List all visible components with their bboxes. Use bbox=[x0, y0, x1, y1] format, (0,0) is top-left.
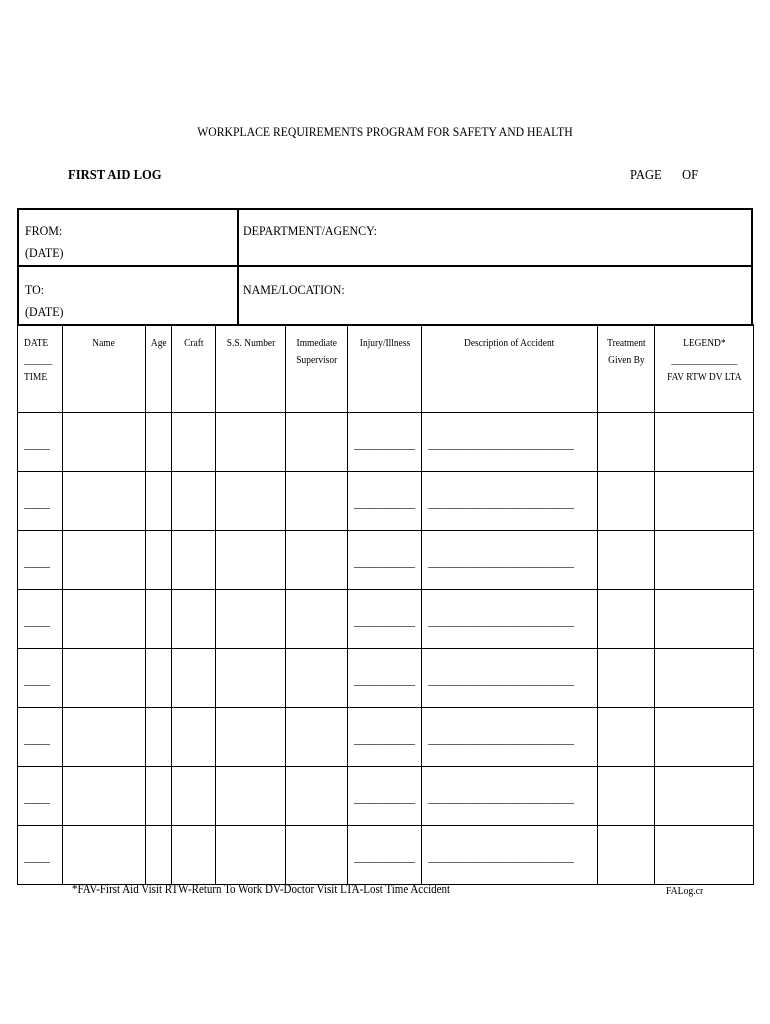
cell-treatment[interactable] bbox=[598, 413, 655, 472]
cell-legend[interactable] bbox=[655, 472, 754, 531]
cell-description[interactable] bbox=[422, 472, 598, 531]
cell-craft[interactable] bbox=[172, 413, 216, 472]
description-blank-line: _____________________________ bbox=[428, 673, 573, 687]
col-treatment: Treatment Given By bbox=[598, 325, 655, 413]
cell-name[interactable] bbox=[63, 413, 146, 472]
date-blank-line: _____ bbox=[24, 673, 49, 687]
injury-blank-line: ____________ bbox=[354, 791, 414, 805]
injury-blank-line: ____________ bbox=[354, 496, 414, 510]
description-blank-line: _____________________________ bbox=[428, 791, 573, 805]
cell-injury[interactable] bbox=[348, 531, 422, 590]
cell-ss-number[interactable] bbox=[216, 413, 286, 472]
table-row bbox=[18, 708, 754, 767]
cell-date[interactable] bbox=[18, 708, 63, 767]
cell-name[interactable] bbox=[63, 590, 146, 649]
col-injury-illness: Injury/Illness bbox=[348, 325, 422, 413]
injury-blank-line: ____________ bbox=[354, 614, 414, 628]
cell-supervisor[interactable] bbox=[286, 649, 348, 708]
legend-separator: ______________ bbox=[670, 355, 738, 366]
cell-treatment[interactable] bbox=[598, 649, 655, 708]
cell-craft[interactable] bbox=[172, 767, 216, 826]
cell-supervisor[interactable] bbox=[286, 826, 348, 885]
table-row bbox=[18, 472, 754, 531]
cell-age[interactable] bbox=[146, 531, 172, 590]
of-label: OF bbox=[682, 168, 699, 183]
to-label: TO: bbox=[25, 282, 45, 297]
col-name: Name bbox=[63, 325, 146, 413]
description-blank-line: _____________________________ bbox=[428, 732, 573, 746]
cell-age[interactable] bbox=[146, 826, 172, 885]
cell-description[interactable] bbox=[422, 767, 598, 826]
date-blank-line: _____ bbox=[24, 614, 49, 628]
cell-supervisor[interactable] bbox=[286, 590, 348, 649]
cell-injury[interactable] bbox=[348, 767, 422, 826]
col-date-time bbox=[18, 325, 63, 413]
col-immediate-supervisor: Immediate Supervisor bbox=[286, 325, 348, 413]
col-age: Age bbox=[146, 325, 172, 413]
cell-date[interactable] bbox=[18, 767, 63, 826]
cell-ss-number[interactable] bbox=[216, 472, 286, 531]
table-row bbox=[18, 649, 754, 708]
cell-date[interactable] bbox=[18, 649, 63, 708]
table-header-row bbox=[18, 325, 754, 413]
injury-blank-line: ____________ bbox=[354, 437, 414, 451]
cell-craft[interactable] bbox=[172, 649, 216, 708]
cell-legend[interactable] bbox=[655, 767, 754, 826]
cell-injury[interactable] bbox=[348, 708, 422, 767]
time-header: TIME bbox=[24, 372, 48, 383]
date-separator: ______ bbox=[24, 355, 53, 366]
cell-age[interactable] bbox=[146, 767, 172, 826]
cell-legend[interactable] bbox=[655, 590, 754, 649]
table-row bbox=[18, 590, 754, 649]
injury-blank-line: ____________ bbox=[354, 673, 414, 687]
cell-description[interactable] bbox=[422, 649, 598, 708]
cell-name[interactable] bbox=[63, 531, 146, 590]
cell-craft[interactable] bbox=[172, 472, 216, 531]
date-blank-line: _____ bbox=[24, 791, 49, 805]
cell-age[interactable] bbox=[146, 649, 172, 708]
first-aid-log-table bbox=[17, 324, 754, 885]
cell-date[interactable] bbox=[18, 531, 63, 590]
description-blank-line: _____________________________ bbox=[428, 614, 573, 628]
cell-legend[interactable] bbox=[655, 708, 754, 767]
cell-legend[interactable] bbox=[655, 649, 754, 708]
cell-age[interactable] bbox=[146, 708, 172, 767]
description-blank-line: _____________________________ bbox=[428, 850, 573, 864]
cell-age[interactable] bbox=[146, 413, 172, 472]
cell-craft[interactable] bbox=[172, 826, 216, 885]
from-box[interactable] bbox=[17, 208, 239, 267]
table-row bbox=[18, 826, 754, 885]
cell-treatment[interactable] bbox=[598, 826, 655, 885]
cell-craft[interactable] bbox=[172, 590, 216, 649]
cell-injury[interactable] bbox=[348, 590, 422, 649]
date-header: DATE bbox=[24, 338, 49, 349]
col-description: Description of Accident bbox=[422, 325, 598, 413]
from-date-label: (DATE) bbox=[25, 245, 64, 260]
legend-codes: FAV RTW DV LTA bbox=[666, 372, 742, 383]
cell-injury[interactable] bbox=[348, 649, 422, 708]
cell-ss-number[interactable] bbox=[216, 767, 286, 826]
page-label: PAGE bbox=[630, 168, 662, 183]
injury-blank-line: ____________ bbox=[354, 555, 414, 569]
cell-ss-number[interactable] bbox=[216, 708, 286, 767]
department-box[interactable] bbox=[237, 208, 753, 267]
cell-treatment[interactable] bbox=[598, 590, 655, 649]
cell-name[interactable] bbox=[63, 649, 146, 708]
cell-date[interactable] bbox=[18, 472, 63, 531]
cell-name[interactable] bbox=[63, 826, 146, 885]
cell-ss-number[interactable] bbox=[216, 531, 286, 590]
description-blank-line: _____________________________ bbox=[428, 496, 573, 510]
legend-header: LEGEND* bbox=[682, 338, 726, 349]
cell-name[interactable] bbox=[63, 767, 146, 826]
cell-description[interactable] bbox=[422, 590, 598, 649]
col-legend bbox=[655, 325, 754, 413]
cell-description[interactable] bbox=[422, 531, 598, 590]
to-box[interactable] bbox=[17, 265, 239, 326]
cell-description[interactable] bbox=[422, 413, 598, 472]
cell-legend[interactable] bbox=[655, 413, 754, 472]
form-code: FALog.cr bbox=[666, 885, 704, 897]
cell-craft[interactable] bbox=[172, 708, 216, 767]
table-row bbox=[18, 413, 754, 472]
date-blank-line: _____ bbox=[24, 555, 49, 569]
date-blank-line: _____ bbox=[24, 437, 49, 451]
form-title: WORKPLACE REQUIREMENTS PROGRAM FOR SAFETY AND HEALTH bbox=[197, 124, 573, 139]
cell-treatment[interactable] bbox=[598, 767, 655, 826]
cell-ss-number[interactable] bbox=[216, 649, 286, 708]
description-blank-line: _____________________________ bbox=[428, 555, 573, 569]
injury-blank-line: ____________ bbox=[354, 732, 414, 746]
cell-injury[interactable] bbox=[348, 826, 422, 885]
log-title: FIRST AID LOG bbox=[68, 168, 162, 183]
cell-treatment[interactable] bbox=[598, 708, 655, 767]
cell-name[interactable] bbox=[63, 472, 146, 531]
department-label: DEPARTMENT/AGENCY: bbox=[243, 223, 377, 238]
injury-blank-line: ____________ bbox=[354, 850, 414, 864]
date-blank-line: _____ bbox=[24, 732, 49, 746]
table-row bbox=[18, 767, 754, 826]
cell-injury[interactable] bbox=[348, 413, 422, 472]
cell-supervisor[interactable] bbox=[286, 767, 348, 826]
cell-injury[interactable] bbox=[348, 472, 422, 531]
cell-treatment[interactable] bbox=[598, 472, 655, 531]
cell-legend[interactable] bbox=[655, 531, 754, 590]
cell-date[interactable] bbox=[18, 826, 63, 885]
table-row bbox=[18, 531, 754, 590]
to-date-label: (DATE) bbox=[25, 304, 64, 319]
name-location-label: NAME/LOCATION: bbox=[243, 282, 345, 297]
cell-supervisor[interactable] bbox=[286, 708, 348, 767]
date-blank-line: _____ bbox=[24, 850, 49, 864]
col-craft: Craft bbox=[172, 325, 216, 413]
cell-supervisor[interactable] bbox=[286, 531, 348, 590]
cell-date[interactable] bbox=[18, 590, 63, 649]
cell-ss-number[interactable] bbox=[216, 826, 286, 885]
cell-treatment[interactable] bbox=[598, 531, 655, 590]
cell-ss-number[interactable] bbox=[216, 590, 286, 649]
description-blank-line: _____________________________ bbox=[428, 437, 573, 451]
cell-craft[interactable] bbox=[172, 531, 216, 590]
cell-supervisor[interactable] bbox=[286, 413, 348, 472]
cell-name[interactable] bbox=[63, 708, 146, 767]
cell-description[interactable] bbox=[422, 826, 598, 885]
cell-age[interactable] bbox=[146, 472, 172, 531]
cell-date[interactable] bbox=[18, 413, 63, 472]
legend-footnote: *FAV-First Aid Visit RTW-Return To Work DV-Doctor Visit LTA-Lost Time Accident bbox=[72, 882, 451, 896]
cell-age[interactable] bbox=[146, 590, 172, 649]
name-location-box[interactable] bbox=[237, 265, 753, 326]
cell-legend[interactable] bbox=[655, 826, 754, 885]
from-label: FROM: bbox=[25, 223, 63, 238]
cell-description[interactable] bbox=[422, 708, 598, 767]
date-blank-line: _____ bbox=[24, 496, 49, 510]
col-ss-number: S.S. Number bbox=[216, 325, 286, 413]
cell-supervisor[interactable] bbox=[286, 472, 348, 531]
